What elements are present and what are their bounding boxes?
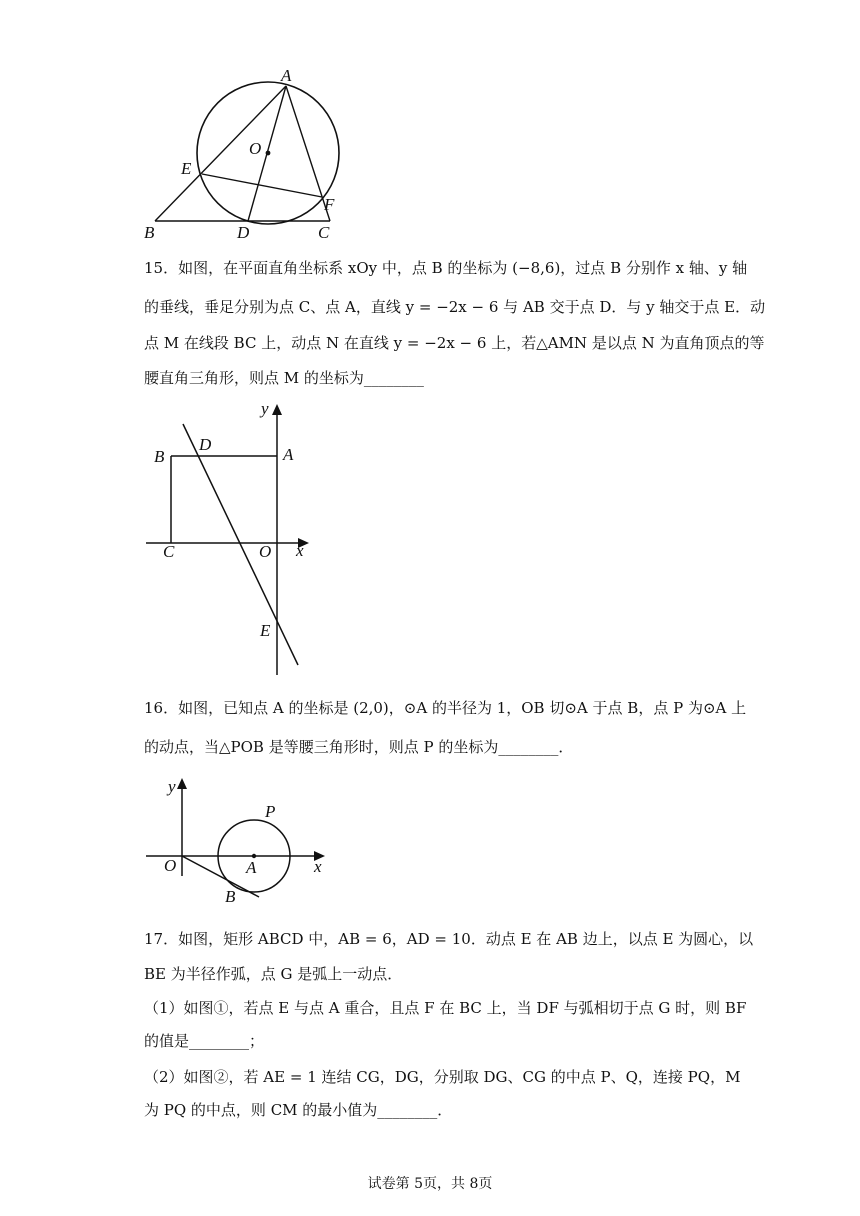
label-y: y [168, 777, 176, 796]
label-e: E [260, 621, 271, 640]
q17-line-5: （2）如图②，若 AE = 1 连结 CG，DG，分别取 DG、CG 的中点 P、Q，连接 PQ，M [144, 1068, 741, 1086]
q17-line-1: 17．如图，矩形 ABCD 中，AB = 6，AD = 10．动点 E 在 AB 边上，以点 E 为圆心，以 [144, 930, 754, 948]
q16-line-2: 的动点，当△POB 是等腰三角形时，则点 P 的坐标为________． [144, 738, 574, 756]
label-c: C [318, 223, 330, 242]
label-b: B [154, 447, 165, 466]
label-f: F [324, 195, 335, 214]
page-footer: 试卷第 5页，共 8页 [367, 1176, 493, 1192]
label-d: D [237, 223, 250, 242]
label-o: O [259, 542, 272, 561]
figure-15-coordinate [140, 398, 320, 680]
line-y-eq-neg2x-minus6 [183, 424, 298, 665]
label-y: y [261, 399, 269, 418]
q16-line-1: 16．如图，已知点 A 的坐标是 (2,0)，⊙A 的半径为 1，OB 切⊙A 于点 B，点 P 为⊙A 上 [144, 699, 747, 717]
label-a: A [281, 66, 292, 85]
label-x: x [296, 541, 304, 560]
q17-line-4: 的值是________； [144, 1032, 265, 1050]
center-point-o [266, 151, 271, 156]
label-p: P [265, 802, 276, 821]
q15-line-1: 15．如图，在平面直角坐标系 xOy 中，点 B 的坐标为 (−8,6)，过点 B 分别作 x 轴、y 轴 [144, 259, 748, 277]
y-axis-arrow-icon [272, 404, 282, 415]
figure-14-svg [140, 62, 350, 247]
label-e: E [181, 159, 192, 178]
label-x: x [314, 857, 322, 876]
figure-16-svg [140, 770, 330, 910]
y-axis-arrow-icon [177, 778, 187, 789]
label-b: B [144, 223, 155, 242]
q15-line-3: 点 M 在线段 BC 上，动点 N 在直线 y = −2x − 6 上，若△AMN 是以点 N 为直角顶点的等 [144, 334, 765, 352]
q15-line-2: 的垂线，垂足分别为点 C、点 A，直线 y = −2x − 6 与 AB 交于点 D．与 y 轴交于点 E．动 [144, 298, 766, 316]
segment-ef [202, 174, 322, 197]
figure-14-circle-triangle [140, 62, 350, 247]
figure-16-circle-tangent [140, 770, 330, 910]
label-c: C [163, 542, 175, 561]
label-a: A [283, 445, 294, 464]
label-a: A [246, 858, 257, 877]
label-o: O [164, 856, 177, 875]
q17-line-6: 为 PQ 的中点，则 CM 的最小值为________． [144, 1101, 453, 1119]
q17-line-2: BE 为半径作弧，点 G 是弧上一动点． [144, 965, 403, 983]
label-d: D [199, 435, 212, 454]
q15-line-4: 腰直角三角形，则点 M 的坐标为________ [144, 369, 424, 387]
figure-15-svg [140, 398, 320, 680]
label-o: O [249, 139, 262, 158]
label-b: B [225, 887, 236, 906]
q17-line-3: （1）如图①，若点 E 与点 A 重合，且点 F 在 BC 上，当 DF 与弧相切于点 G 时，则 BF [144, 999, 747, 1017]
